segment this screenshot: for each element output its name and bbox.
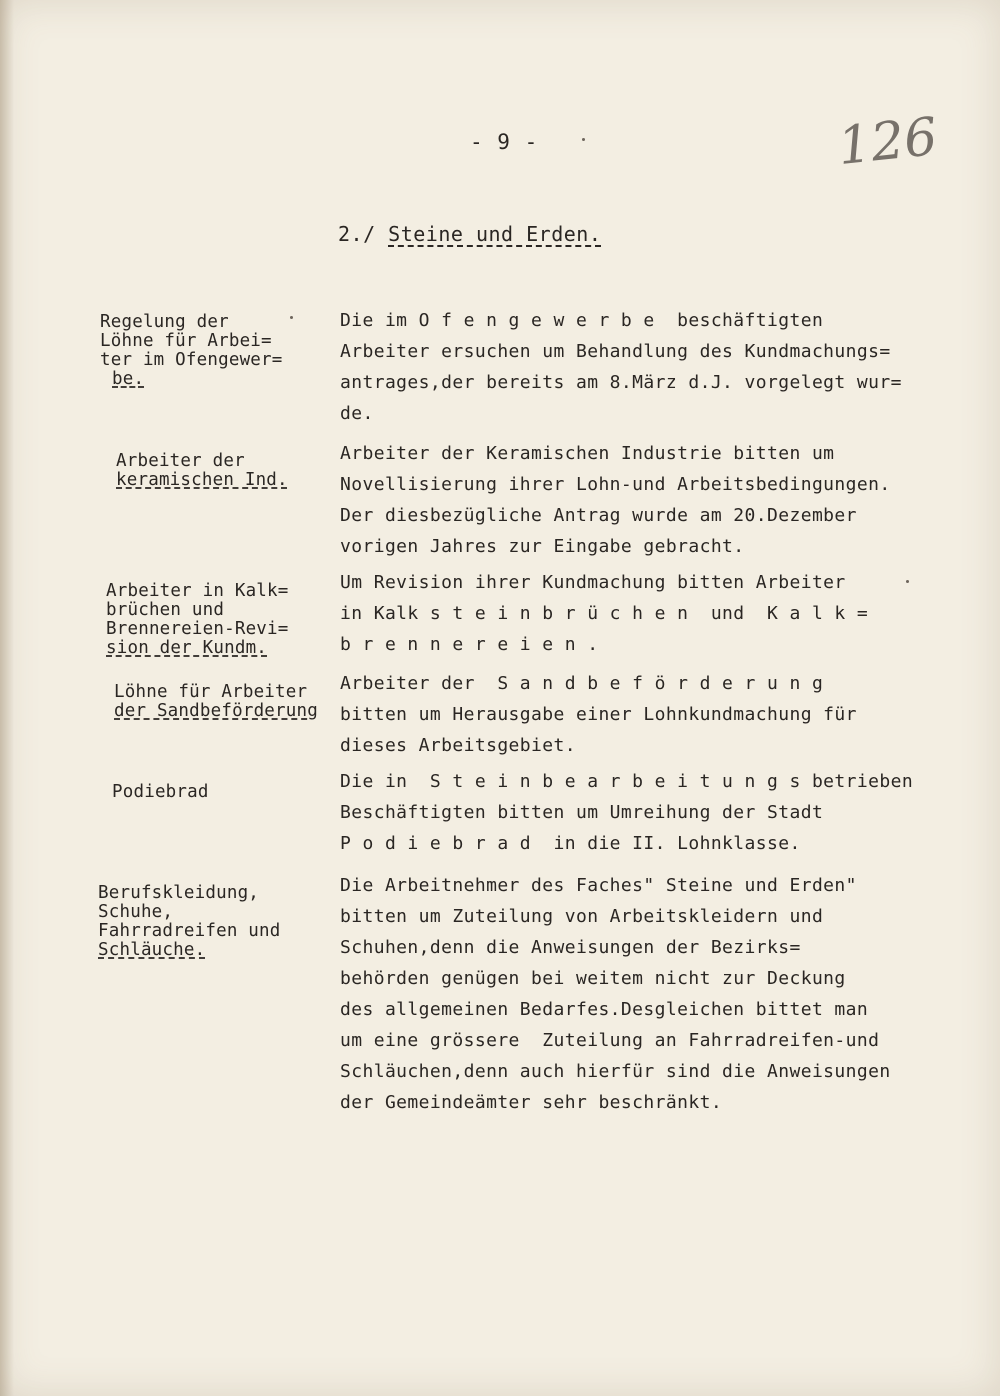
- section-heading: [338, 222, 601, 246]
- margin-note-line: Löhne für Arbeiter: [114, 682, 308, 702]
- margin-note-line: Brennereien-Revi=: [106, 619, 289, 639]
- paragraph-ofengewerbe: [340, 305, 980, 429]
- margin-note-podiebrad: [112, 783, 352, 802]
- paragraph-line: Arbeiter ersuchen um Behandlung des Kundmachungs=: [340, 341, 891, 362]
- paragraph-line: Schuhen,denn die Anweisungen der Bezirks=: [340, 937, 801, 958]
- section-title: Steine und Erden.: [388, 222, 602, 246]
- paragraph-berufskleidung: [340, 870, 980, 1118]
- margin-note-kalk: [106, 582, 346, 658]
- paragraph-sand: [340, 668, 980, 761]
- paragraph-line: Die in S t e i n b e a r b e i t u n g s betrieben: [340, 771, 914, 792]
- paragraph-line: vorigen Jahres zur Eingabe gebracht.: [340, 536, 745, 557]
- margin-note-line: sion der Kundm.: [106, 638, 268, 658]
- margin-note-line: Schläuche.: [98, 940, 206, 960]
- margin-note-sand: [114, 683, 344, 721]
- margin-note-line: ter im Ofengewer=: [100, 350, 283, 370]
- paragraph-line: in Kalk s t e i n b r ü c h e n und K a l k =: [340, 603, 869, 624]
- paper-speck: [290, 316, 293, 319]
- paragraph-line: dieses Arbeitsgebiet.: [340, 735, 576, 756]
- paragraph-line: de.: [340, 403, 374, 424]
- paragraph-line: behörden genügen bei weitem nicht zur Deckung: [340, 968, 846, 989]
- margin-note-line: be.: [112, 369, 145, 389]
- margin-note-ofengewerbe: [100, 313, 340, 389]
- paragraph-line: Arbeiter der Keramischen Industrie bitten um: [340, 443, 835, 464]
- margin-note-line: Arbeiter in Kalk=: [106, 581, 289, 601]
- margin-note-line: Schuhe,: [98, 902, 174, 922]
- paragraph-line: b r e n n e r e i e n .: [340, 634, 599, 655]
- margin-note-keramik: [116, 452, 356, 490]
- section-number: 2./: [338, 222, 389, 246]
- paper-speck: [906, 580, 909, 583]
- paragraph-line: Die im O f e n g e w e r b e beschäftigten: [340, 310, 824, 331]
- margin-note-line: keramischen Ind.: [116, 470, 288, 490]
- paragraph-line: P o d i e b r a d in die II. Lohnklasse.: [340, 833, 801, 854]
- margin-note-line: brüchen und: [106, 600, 225, 620]
- paragraph-line: Beschäftigten bitten um Umreihung der Stadt: [340, 802, 824, 823]
- paragraph-line: bitten um Zuteilung von Arbeitskleidern und: [340, 906, 824, 927]
- paragraph-keramik: [340, 438, 980, 562]
- handwritten-folio-number: 126: [835, 106, 941, 178]
- paragraph-line: bitten um Herausgabe einer Lohnkundmachung für: [340, 704, 857, 725]
- page-edge-shadow: [0, 0, 14, 1396]
- paragraph-line: des allgemeinen Bedarfes.Desgleichen bittet man: [340, 999, 869, 1020]
- margin-note-berufskleidung: [98, 884, 338, 960]
- paper-speck: [582, 138, 585, 141]
- paragraph-line: der Gemeindeämter sehr beschränkt.: [340, 1092, 723, 1113]
- paragraph-line: um eine grössere Zuteilung an Fahrradreifen-und: [340, 1030, 880, 1051]
- paragraph-line: Um Revision ihrer Kundmachung bitten Arbeiter: [340, 572, 846, 593]
- margin-note-line: Löhne für Arbei=: [100, 331, 272, 351]
- paragraph-podiebrad: [340, 766, 980, 859]
- paragraph-line: Arbeiter der S a n d b e f ö r d e r u n g: [340, 673, 824, 694]
- paragraph-line: Der diesbezügliche Antrag wurde am 20.Dezember: [340, 505, 857, 526]
- margin-note-line: Berufskleidung,: [98, 883, 260, 903]
- paragraph-line: Schläuchen,denn auch hierfür sind die Anweisungen: [340, 1061, 891, 1082]
- margin-note-line: Podiebrad: [112, 782, 209, 802]
- margin-note-line: der Sandbeförderung: [114, 701, 318, 721]
- margin-note-line: Regelung der: [100, 312, 229, 332]
- paragraph-line: Die Arbeitnehmer des Faches" Steine und Erden": [340, 875, 857, 896]
- paragraph-line: antrages,der bereits am 8.März d.J. vorgelegt wur=: [340, 372, 902, 393]
- page-number: - 9 -: [470, 130, 539, 154]
- margin-note-line: Arbeiter der: [116, 451, 245, 471]
- paragraph-kalk: [340, 567, 980, 660]
- paragraph-line: Novellisierung ihrer Lohn-und Arbeitsbedingungen.: [340, 474, 891, 495]
- margin-note-line: Fahrradreifen und: [98, 921, 281, 941]
